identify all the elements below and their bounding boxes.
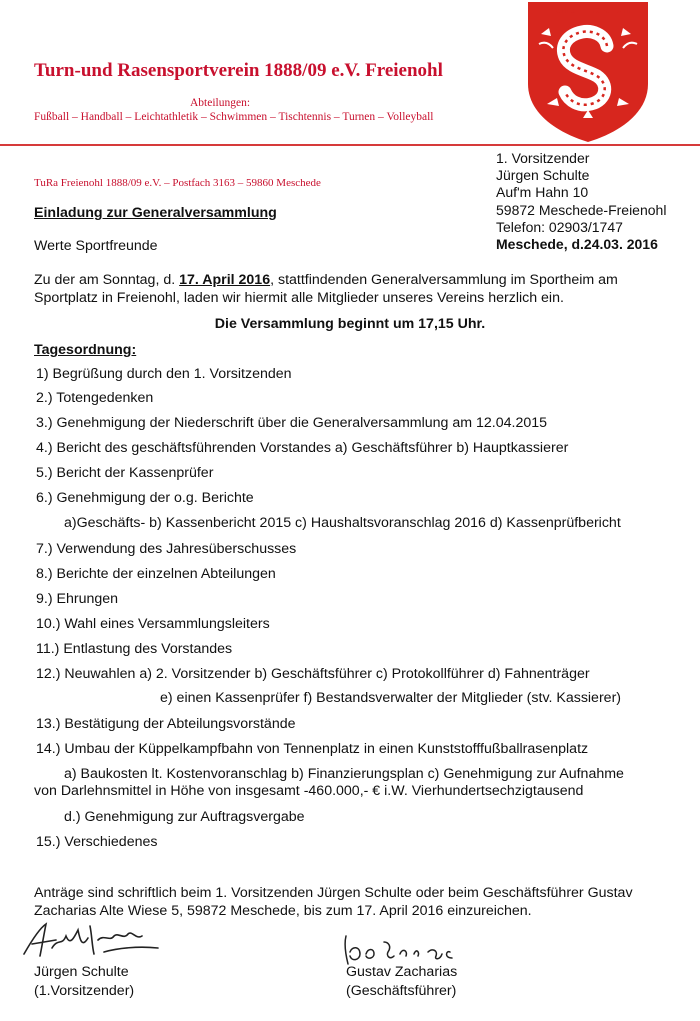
agenda-subitem: e) einen Kassenprüfer f) Bestandsverwalter der Mitglieder (stv. Kassierer)	[160, 690, 622, 706]
signatory-right-name: Gustav Zacharias	[346, 964, 458, 980]
closing-line-2: Zacharias Alte Wiese 5, 59872 Meschede, bis zum 17. April 2016 einzureichen.	[34, 903, 532, 919]
agenda-item: 8.) Berichte der einzelnen Abteilungen	[36, 566, 276, 582]
intro-part-1: Zu der am Sonntag, d.	[34, 272, 176, 288]
agenda-item: 1) Begrüßung durch den 1. Vorsitzenden	[36, 366, 292, 382]
departments-list: Fußball – Handball – Leichtathletik – Schwimmen – Tischtennis – Turnen – Volleyball	[34, 111, 434, 123]
agenda-item: 15.) Verschiedenes	[36, 834, 158, 850]
agenda-item: 7.) Verwendung des Jahresüberschusses	[36, 541, 297, 557]
intro-part-2: , stattfindenden Generalversammlung im Sportheim am	[270, 272, 618, 288]
meeting-date: 17. April 2016	[179, 272, 271, 288]
agenda-item: 10.) Wahl eines Versammlungsleiters	[36, 616, 270, 632]
agenda-item: 14.) Umbau der Küppelkampfbahn von Tennenplatz in einen Kunststofffußballrasenplatz	[36, 741, 589, 757]
agenda-item: 11.) Entlastung des Vorstandes	[36, 641, 233, 657]
signatory-right-role: (Geschäftsführer)	[346, 983, 457, 999]
agenda-item: 9.) Ehrungen	[36, 591, 119, 607]
signature-right	[338, 930, 468, 966]
sender-name: Jürgen Schulte	[496, 167, 590, 183]
agenda-subitem: d.) Genehmigung zur Auftragsvergabe	[64, 809, 305, 825]
signatory-left-role: (1.Vorsitzender)	[34, 983, 135, 999]
club-logo	[525, 0, 651, 144]
shield-logo-icon	[525, 0, 651, 144]
signature-left	[18, 918, 168, 964]
agenda-item: 5.) Bericht der Kassenprüfer	[36, 465, 214, 481]
agenda-heading: Tagesordnung:	[34, 342, 137, 358]
departments-heading: Abteilungen:	[189, 97, 251, 109]
intro-line-1	[34, 272, 618, 288]
agenda-item: 13.) Bestätigung der Abteilungsvorstände	[36, 716, 296, 732]
place-date: Meschede, d.24.03. 2016	[496, 236, 658, 252]
agenda-subitem: von Darlehnsmittel in Höhe von insgesamt -460.000,- € i.W. Vierhundertsechzigtausend	[34, 783, 584, 799]
closing-line-1: Anträge sind schriftlich beim 1. Vorsitzenden Jürgen Schulte oder beim Geschäftsführer Gustav	[34, 885, 633, 901]
sender-phone: Telefon: 02903/1747	[496, 219, 623, 235]
agenda-item: 3.) Genehmigung der Niederschrift über die Generalversammlung am 12.04.2015	[36, 415, 548, 431]
club-name: Turn-und Rasensportverein 1888/09 e.V. Freienohl	[34, 60, 443, 81]
subject-line: Einladung zur Generalversammlung	[34, 205, 277, 221]
letterhead-divider	[0, 144, 700, 146]
sender-city: 59872 Meschede-Freienohl	[496, 202, 667, 218]
sender-street: Auf'm Hahn 10	[496, 184, 589, 200]
intro-line-2: Sportplatz in Freienohl, laden wir hiermit alle Mitglieder unseres Vereins herzlich ein.	[34, 290, 564, 306]
logo-text: Freiheit Freienohl	[543, 4, 633, 16]
salutation: Werte Sportfreunde	[34, 238, 158, 254]
agenda-subitem: a) Baukosten lt. Kostenvoranschlag b) Finanzierungsplan c) Genehmigung zur Aufnahme	[64, 766, 624, 782]
agenda-item: 4.) Bericht des geschäftsführenden Vorstandes a) Geschäftsführer b) Hauptkassierer	[36, 440, 569, 456]
sender-role: 1. Vorsitzender	[496, 150, 590, 166]
agenda-item: 12.) Neuwahlen a) 2. Vorsitzender b) Geschäftsführer c) Protokollführer d) Fahnenträger	[36, 666, 590, 682]
agenda-item: 2.) Totengedenken	[36, 390, 154, 406]
return-address: TuRa Freienohl 1888/09 e.V. – Postfach 3163 – 59860 Meschede	[34, 177, 321, 189]
agenda-subitem: a)Geschäfts- b) Kassenbericht 2015 c) Haushaltsvoranschlag 2016 d) Kassenprüfbericht	[64, 515, 621, 531]
agenda-item: 6.) Genehmigung der o.g. Berichte	[36, 490, 254, 506]
start-time: Die Versammlung beginnt um 17,15 Uhr.	[214, 316, 486, 332]
signatory-left-name: Jürgen Schulte	[34, 964, 129, 980]
